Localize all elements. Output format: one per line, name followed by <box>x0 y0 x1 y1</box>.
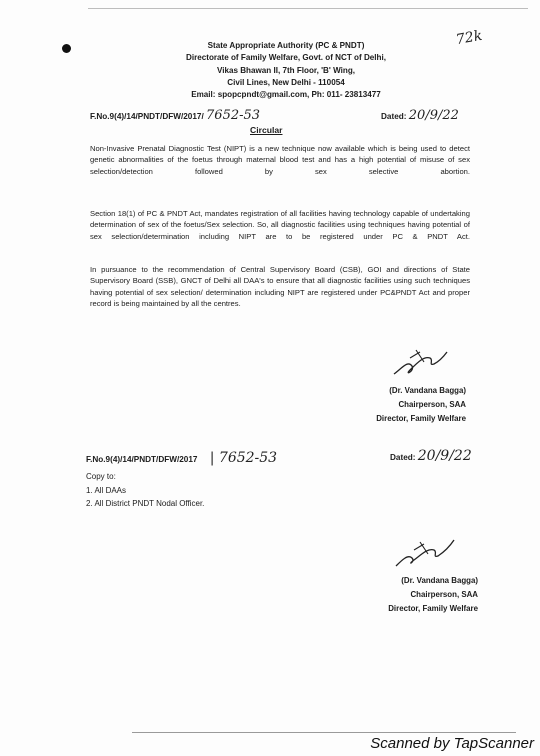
bottom-date <box>390 448 472 464</box>
handwritten-dispatch-number: 7652-53 <box>206 108 261 123</box>
signatory-designation: Chairperson, SAA <box>410 590 478 599</box>
signatory-block-2 <box>388 574 478 616</box>
signatory-designation: Chairperson, SAA <box>398 400 466 409</box>
signatory-block-1 <box>376 384 466 426</box>
signatory-name: (Dr. Vandana Bagga) <box>401 576 478 585</box>
letterhead-line: State Appropriate Authority (PC & PNDT) <box>207 41 365 50</box>
top-date <box>381 108 459 123</box>
signature-1 <box>390 346 450 380</box>
letterhead-line: Directorate of Family Welfare, Govt. of NCT of Delhi, <box>186 53 386 63</box>
copy-to-item: 1. All DAAs <box>86 485 127 495</box>
dated-label: Dated: <box>390 453 416 462</box>
file-number-text: F.No.9(4)/14/PNDT/DFW/2017/ <box>90 112 204 121</box>
top-border-line <box>88 8 528 9</box>
bottom-file-number <box>86 450 277 466</box>
signature-2 <box>392 536 456 570</box>
document-title: Circular <box>250 125 283 135</box>
bottom-border-line <box>132 732 516 733</box>
corner-handwritten-mark: 72k <box>454 27 484 49</box>
copy-to-item: 2. All District PNDT Nodal Officer. <box>86 499 205 508</box>
handwritten-date: 20/9/22 <box>417 448 472 464</box>
copy-to-label: Copy to: <box>86 472 116 481</box>
handwritten-dispatch-number: | 7652-53 <box>209 450 278 466</box>
copy-to-section <box>86 470 204 511</box>
dated-label: Dated: <box>381 112 407 121</box>
handwritten-date: 20/9/22 <box>408 108 459 123</box>
signatory-designation: Director, Family Welfare <box>376 414 466 423</box>
signatory-name: (Dr. Vandana Bagga) <box>389 386 466 395</box>
top-file-number <box>90 108 260 123</box>
letterhead <box>170 40 402 101</box>
paragraph-nipt: Non-Invasive Prenatal Diagnostic Test (NIPT) is a new technique now available which is being used to detect genetic abnormalities of the foetus through maternal blood test and has a high potential of misuse of sex selection/detection followed by sex selective abortion. <box>90 144 470 176</box>
file-number-text: F.No.9(4)/14/PNDT/DFW/2017 <box>86 455 198 464</box>
letterhead-line: Vikas Bhawan II, 7th Floor, 'B' Wing, <box>216 65 356 75</box>
signatory-designation: Director, Family Welfare <box>388 604 478 613</box>
letterhead-line: Email: spopcpndt@gmail.com, Ph: 011- 23813477 <box>191 90 381 100</box>
scanner-watermark: Scanned by TapScanner <box>370 735 534 752</box>
paragraph-section-18: Section 18(1) of PC & PNDT Act, mandates registration of all facilities having technology capable of undertaking determination of sex of the foetus/Sex selection. So, all diagnostic facilities using techniques having potential of sex selection/determination including NIPT are to be registered under PC & PNDT Act. <box>90 209 470 241</box>
paragraph-pursuance: In pursuance to the recommendation of Central Supervisory Board (CSB), GOI and directions of State Supervisory Board (SSB), GNCT of Delhi all DAA's to ensure that all diagnostic facilities using such techniques having potential of sex selection/ determination including NIPT are registered under PC&PNDT Act and proper record is being maintained by all the centres. <box>90 265 470 309</box>
letterhead-line: Civil Lines, New Delhi - 110054 <box>227 77 345 87</box>
punch-hole-mark <box>62 44 71 53</box>
